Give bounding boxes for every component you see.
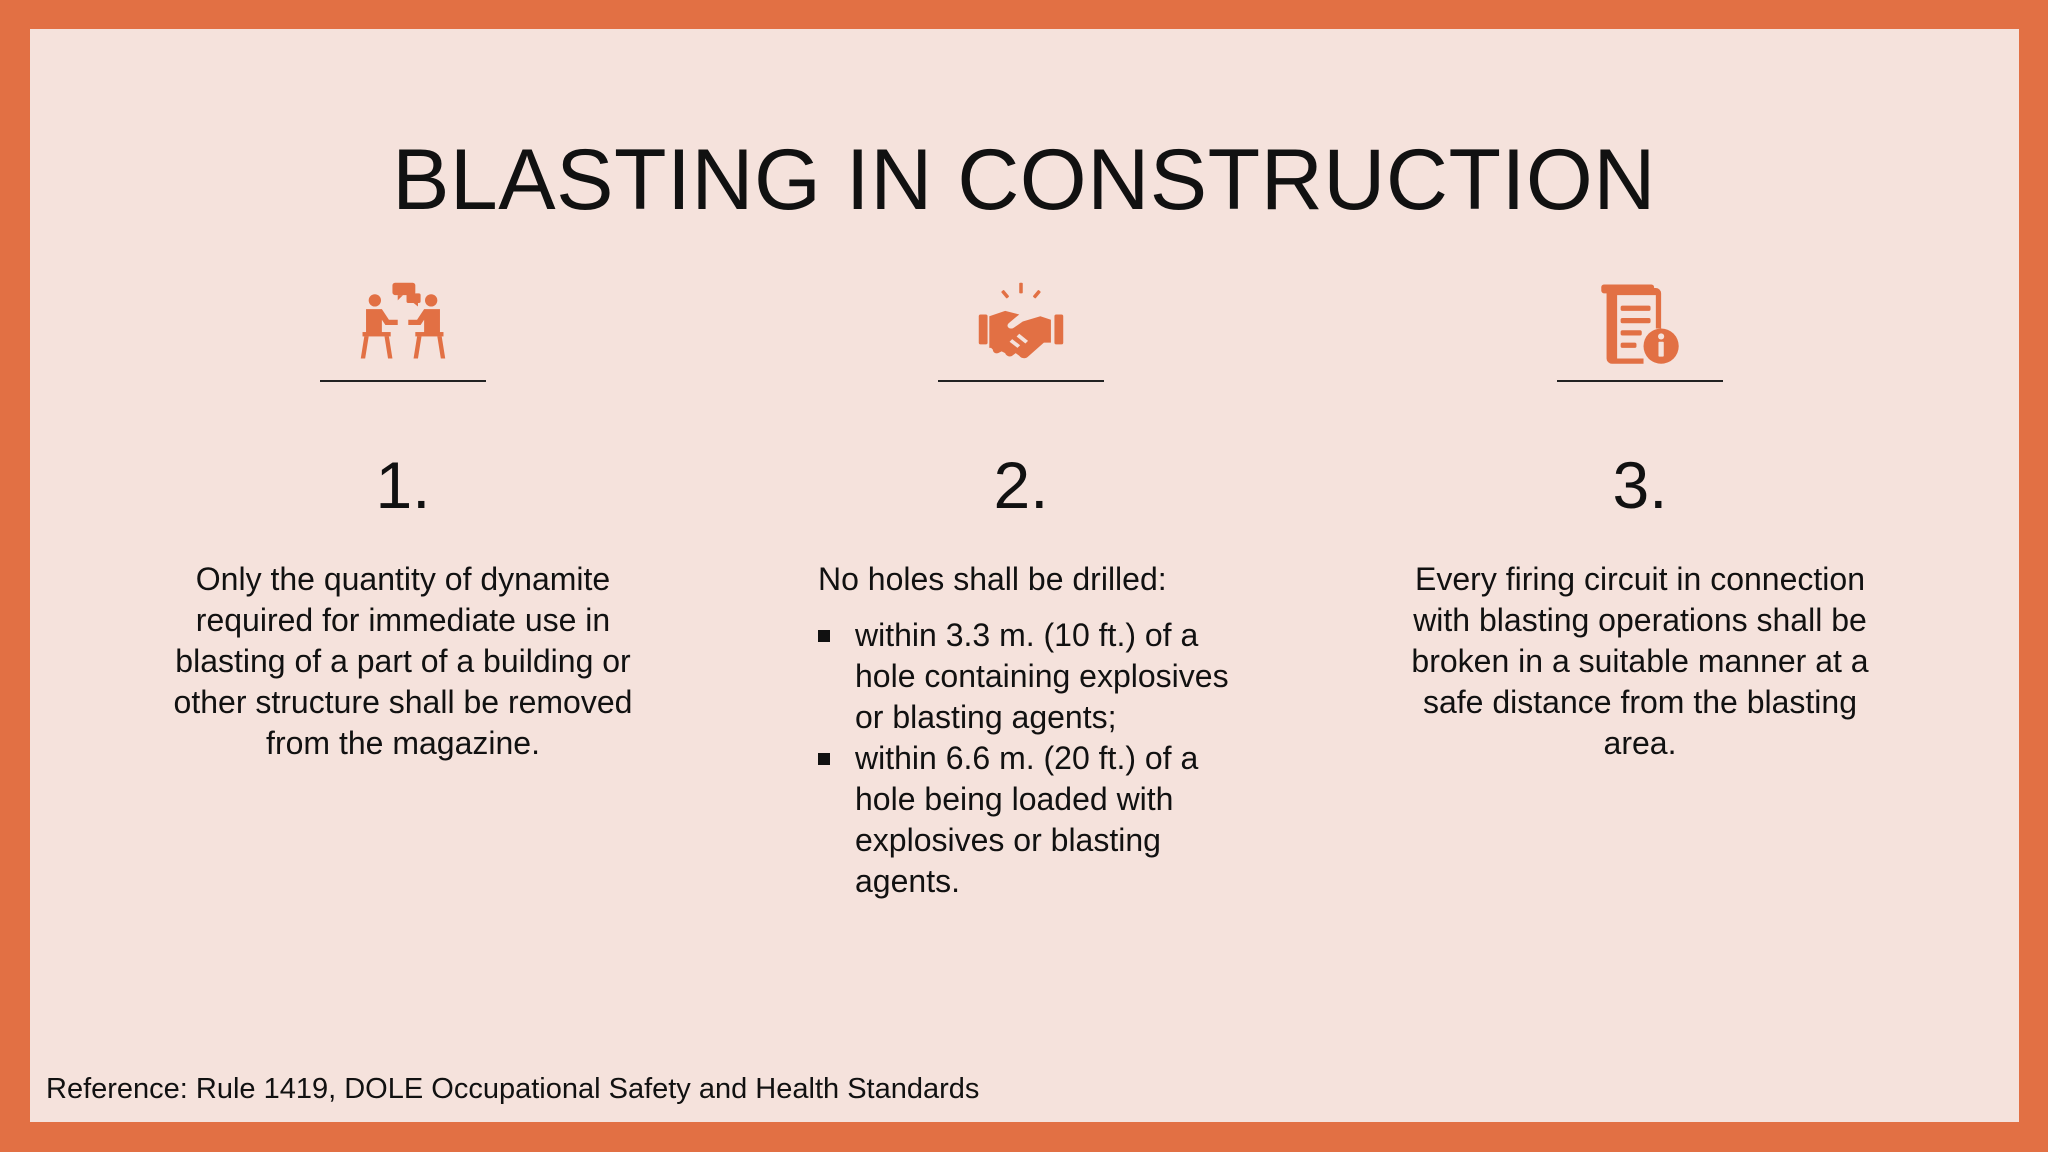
bullet-list — [818, 615, 1238, 902]
bullet-item — [818, 615, 1238, 738]
divider-line — [320, 380, 486, 382]
item-number: 2. — [993, 448, 1049, 522]
slide-title: BLASTING IN CONSTRUCTION — [392, 132, 1656, 228]
bullet-item — [818, 738, 1238, 902]
bullet-text: within 6.6 m. (20 ft.) of a hole being loaded with explosives or blasting agents. — [855, 740, 1199, 899]
item-text — [818, 559, 1238, 902]
people-discussion-icon — [359, 281, 447, 369]
document-info-icon — [1596, 281, 1684, 369]
item-number: 3. — [1612, 448, 1668, 522]
item-number: 1. — [375, 448, 431, 522]
bullet-marker — [818, 753, 830, 765]
bullet-marker — [818, 630, 830, 642]
item-intro: No holes shall be drilled: — [818, 561, 1167, 597]
item-text: Only the quantity of dynamite required for immediate use in blasting of a part of a building or other structure shall be removed from the magazine. — [173, 561, 633, 761]
item-text: Every firing circuit in connection with blasting operations shall be broken in a suitable manner at a safe distance from the blasting area. — [1411, 561, 1869, 761]
slide — [30, 29, 2019, 1122]
handshake-icon — [977, 281, 1065, 369]
bullet-text: within 3.3 m. (10 ft.) of a hole containing explosives or blasting agents; — [855, 617, 1229, 735]
divider-line — [1557, 380, 1723, 382]
divider-line — [938, 380, 1104, 382]
reference-note: Reference: Rule 1419, DOLE Occupational Safety and Health Standards — [46, 1073, 980, 1105]
